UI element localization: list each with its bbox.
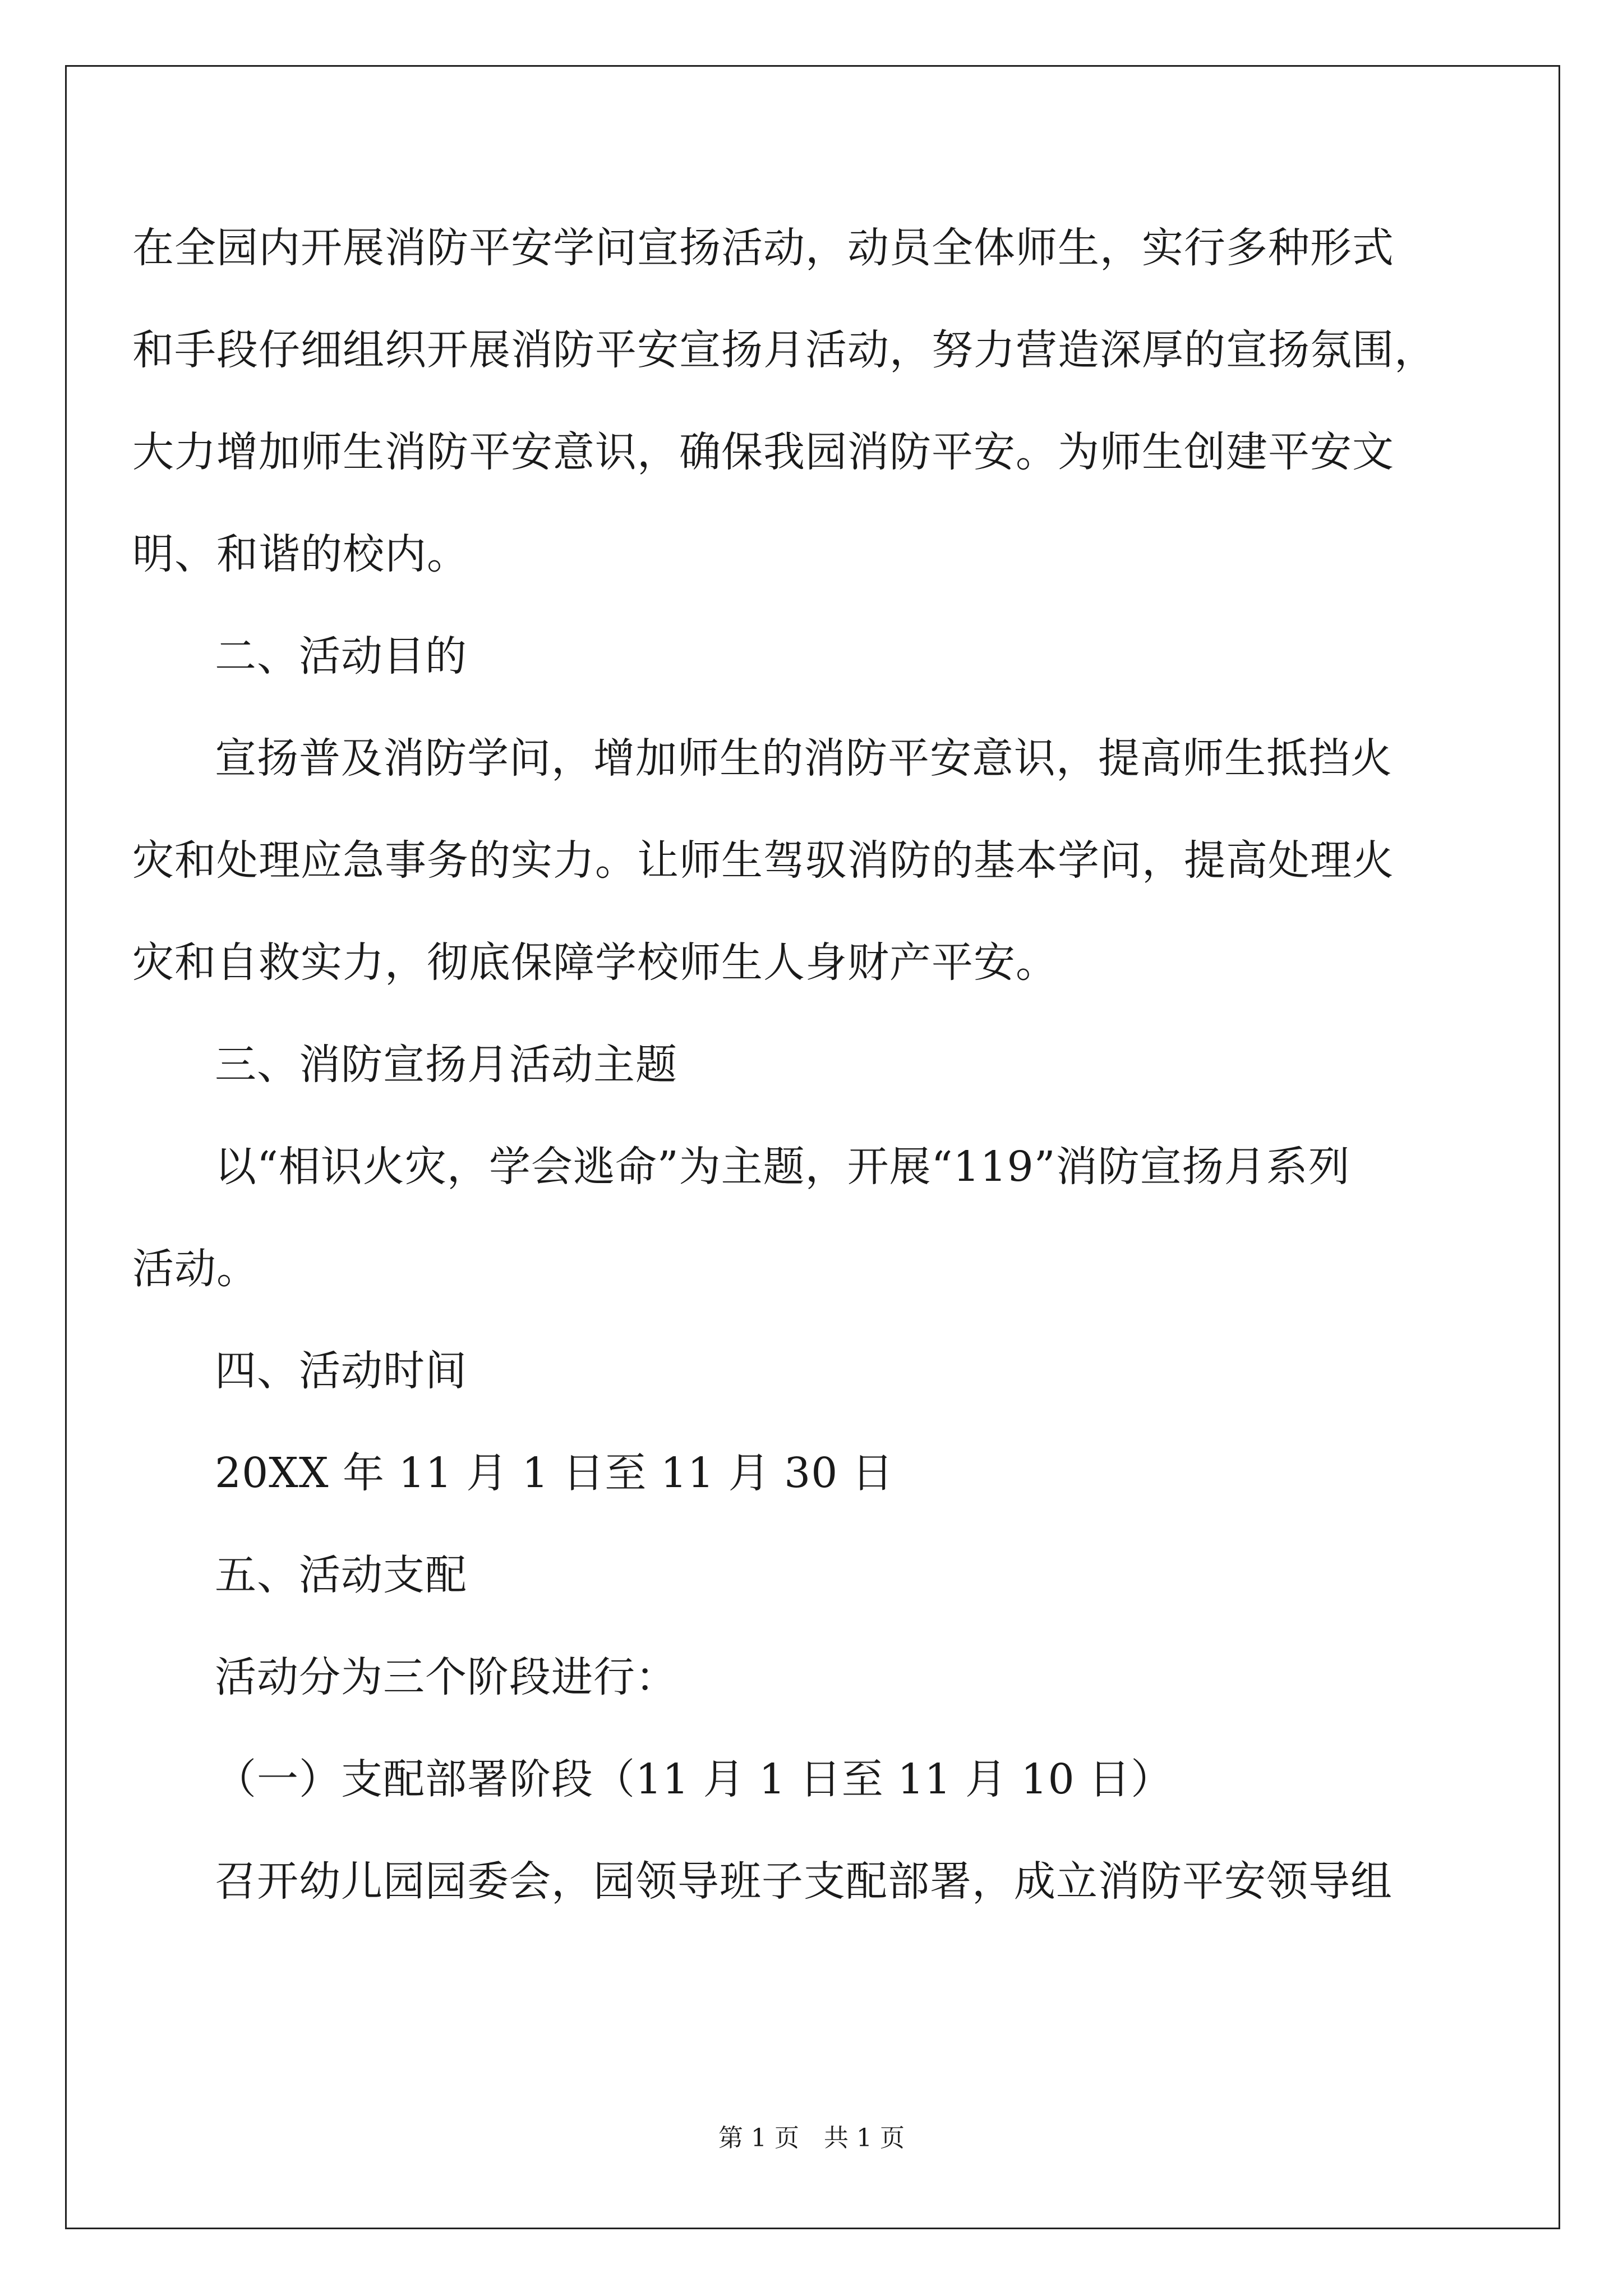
section-heading: 二、活动目的 [215, 632, 467, 680]
section-heading: 三、消防宣扬月活动主题 [215, 1041, 677, 1089]
body-text-line: 大力增加师生消防平安意识，确保我园消防平安。为师生创建平安文 [132, 428, 1394, 476]
section-heading: 四、活动时间 [215, 1347, 467, 1395]
body-text-line: 以“相识火灾，学会逃命”为主题，开展“119”消防宣扬月系列 [215, 1143, 1350, 1191]
body-text-line: 宣扬普及消防学问，增加师生的消防平安意识，提高师生抵挡火 [215, 734, 1393, 783]
body-text-line: 在全园内开展消防平安学问宣扬活动，动员全体师生，实行多种形式 [132, 224, 1394, 272]
body-text-line: 20XX 年 11 月 1 日至 11 月 30 日 [215, 1449, 894, 1497]
subsection-heading: （一）支配部署阶段（11 月 1 日至 11 月 10 日） [215, 1755, 1173, 1803]
body-text-line: 灾和处理应急事务的实力。让师生驾驭消防的基本学问，提高处理火 [132, 836, 1394, 885]
body-text-line: 召开幼儿园园委会，园领导班子支配部署，成立消防平安领导组 [215, 1857, 1393, 1906]
page-footer: 第 1 页 共 1 页 [718, 2124, 905, 2152]
body-text-line: 和手段仔细组织开展消防平安宣扬月活动，努力营造深厚的宣扬氛围， [132, 326, 1436, 374]
body-text-line: 灾和自救实力，彻底保障学校师生人身财产平安。 [132, 938, 1058, 987]
body-text-line: 活动分为三个阶段进行： [215, 1653, 677, 1701]
body-text-line: 活动。 [132, 1245, 259, 1293]
body-text-line: 明、和谐的校内。 [132, 530, 469, 578]
section-heading: 五、活动支配 [215, 1551, 467, 1599]
